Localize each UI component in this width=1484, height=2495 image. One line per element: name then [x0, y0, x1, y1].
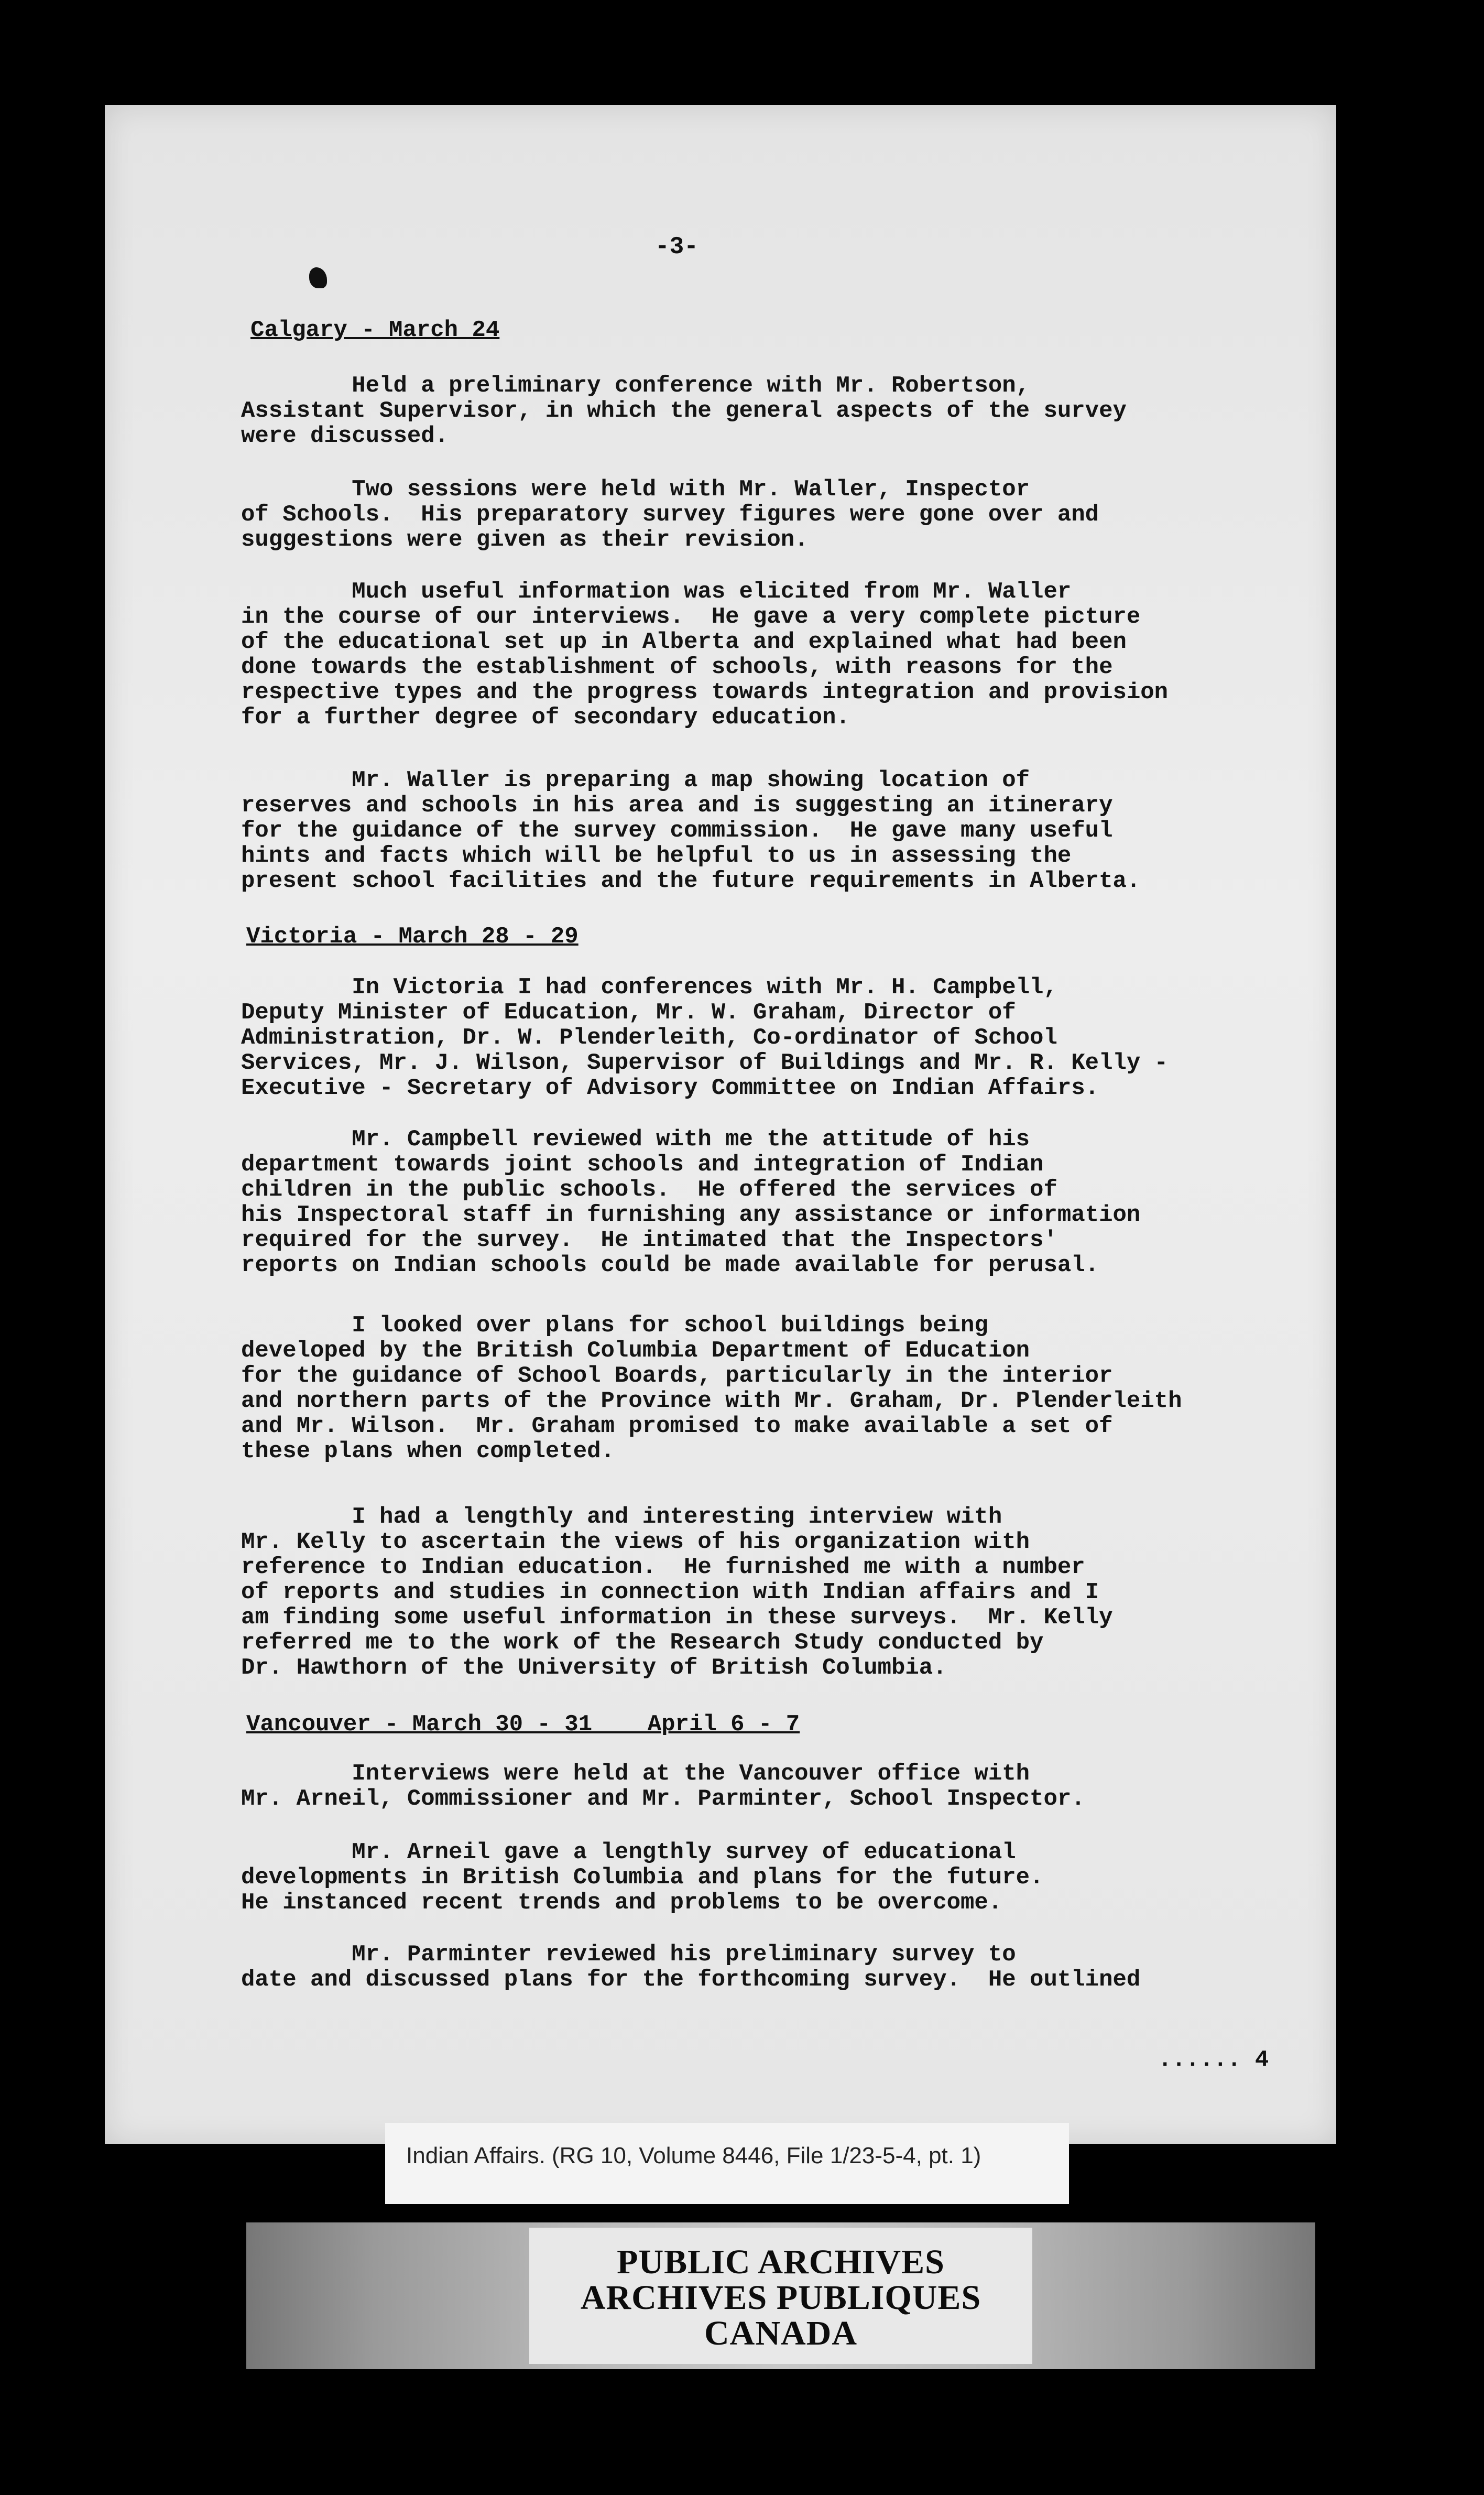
- archive-stamp: [246, 2222, 1315, 2369]
- paragraph: [241, 1127, 1341, 1278]
- text-line: and northern parts of the Province with Mr. Graham, Dr. Plenderleith: [241, 1388, 1182, 1414]
- stamp-text: [529, 2244, 1032, 2351]
- text-line: of reports and studies in connection with Indian affairs and I: [241, 1579, 1099, 1606]
- archive-reference-text: Indian Affairs. (RG 10, Volume 8446, File 1/23-5-4, pt. 1): [406, 2143, 981, 2168]
- stamp-line: PUBLIC ARCHIVES: [617, 2243, 945, 2281]
- text-line: reference to Indian education. He furnished me with a number: [241, 1554, 1085, 1580]
- text-line: of Schools. His preparatory survey figures were gone over and: [241, 502, 1099, 528]
- text-line: these plans when completed.: [241, 1438, 615, 1465]
- text-line: hints and facts which will be helpful to us in assessing the: [241, 843, 1072, 869]
- text-line: referred me to the work of the Research Study conducted by: [241, 1630, 1044, 1656]
- text-line: Mr. Waller is preparing a map showing location of: [241, 767, 1030, 794]
- section-heading-vancouver: Vancouver - March 30 - 31 April 6 - 7: [246, 1711, 800, 1738]
- text-line: suggestions were given as their revision.: [241, 527, 809, 553]
- paragraph: [241, 1313, 1341, 1464]
- text-line: Mr. Campbell reviewed with me the attitude of his: [241, 1126, 1030, 1153]
- archive-reference-label: [385, 2123, 1069, 2204]
- text-line: respective types and the progress towards integration and provision: [241, 679, 1169, 706]
- stamp-line: CANADA: [704, 2314, 857, 2352]
- text-line: in the course of our interviews. He gave a very complete picture: [241, 604, 1141, 630]
- paragraph: [241, 1504, 1341, 1680]
- paragraph: [241, 768, 1341, 894]
- text-line: Mr. Arneil gave a lengthly survey of educational: [241, 1839, 1016, 1865]
- text-line: Mr. Arneil, Commissioner and Mr. Parminter, School Inspector.: [241, 1786, 1085, 1812]
- text-line: Held a preliminary conference with Mr. Robertson,: [241, 373, 1030, 399]
- text-line: for the guidance of the survey commission. He gave many useful: [241, 818, 1113, 844]
- text-line: for the guidance of School Boards, particularly in the interior: [241, 1363, 1113, 1389]
- stamp-panel: [529, 2228, 1032, 2364]
- text-line: He instanced recent trends and problems to be overcome.: [241, 1890, 1002, 1916]
- text-line: his Inspectoral staff in furnishing any assistance or information: [241, 1202, 1141, 1228]
- page-number: -3-: [655, 233, 699, 261]
- text-line: I had a lengthly and interesting interview with: [241, 1504, 1002, 1530]
- paragraph: [241, 477, 1341, 552]
- paragraph: [241, 579, 1341, 730]
- text-line: done towards the establishment of schools, with reasons for the: [241, 654, 1113, 680]
- text-line: children in the public schools. He offered the services of: [241, 1177, 1057, 1203]
- text-line: of the educational set up in Alberta and explained what had been: [241, 629, 1127, 655]
- paragraph: [241, 975, 1341, 1101]
- text-line: were discussed.: [241, 423, 449, 449]
- text-line: reserves and schools in his area and is suggesting an itinerary: [241, 793, 1113, 819]
- text-line: Assistant Supervisor, in which the general aspects of the survey: [241, 398, 1127, 424]
- paragraph: [241, 373, 1341, 449]
- paragraph: [241, 1942, 1341, 1992]
- text-line: Services, Mr. J. Wilson, Supervisor of Buildings and Mr. R. Kelly -: [241, 1050, 1169, 1076]
- text-line: reports on Indian schools could be made available for perusal.: [241, 1252, 1099, 1278]
- text-line: Mr. Parminter reviewed his preliminary survey to: [241, 1941, 1016, 1968]
- text-line: I looked over plans for school buildings being: [241, 1312, 988, 1339]
- text-line: and Mr. Wilson. Mr. Graham promised to make available a set of: [241, 1413, 1113, 1439]
- text-line: for a further degree of secondary education.: [241, 704, 850, 731]
- text-line: required for the survey. He intimated that the Inspectors': [241, 1227, 1057, 1253]
- text-line: Executive - Secretary of Advisory Committee on Indian Affairs.: [241, 1075, 1099, 1101]
- page-continuation: ...... 4: [1158, 2047, 1269, 2073]
- section-heading-victoria: Victoria - March 28 - 29: [246, 924, 579, 950]
- text-line: Interviews were held at the Vancouver office with: [241, 1761, 1030, 1787]
- text-line: department towards joint schools and integration of Indian: [241, 1152, 1044, 1178]
- text-line: Two sessions were held with Mr. Waller, Inspector: [241, 476, 1030, 503]
- section-heading-calgary: Calgary - March 24: [250, 317, 500, 343]
- text-line: Dr. Hawthorn of the University of British Columbia.: [241, 1655, 947, 1681]
- text-line: Mr. Kelly to ascertain the views of his organization with: [241, 1529, 1030, 1555]
- text-line: present school facilities and the future requirements in Alberta.: [241, 868, 1141, 894]
- paragraph: [241, 1840, 1341, 1915]
- text-line: developments in British Columbia and plans for the future.: [241, 1864, 1044, 1891]
- text-line: Much useful information was elicited from Mr. Waller: [241, 579, 1072, 605]
- text-line: am finding some useful information in these surveys. Mr. Kelly: [241, 1604, 1113, 1631]
- text-line: Deputy Minister of Education, Mr. W. Graham, Director of: [241, 1000, 1016, 1026]
- text-line: In Victoria I had conferences with Mr. H. Campbell,: [241, 974, 1057, 1001]
- text-line: developed by the British Columbia Department of Education: [241, 1338, 1030, 1364]
- paragraph: [241, 1761, 1341, 1811]
- text-line: Administration, Dr. W. Plenderleith, Co-ordinator of School: [241, 1025, 1057, 1051]
- text-line: date and discussed plans for the forthcoming survey. He outlined: [241, 1967, 1141, 1993]
- stamp-line: ARCHIVES PUBLIQUES: [580, 2279, 981, 2317]
